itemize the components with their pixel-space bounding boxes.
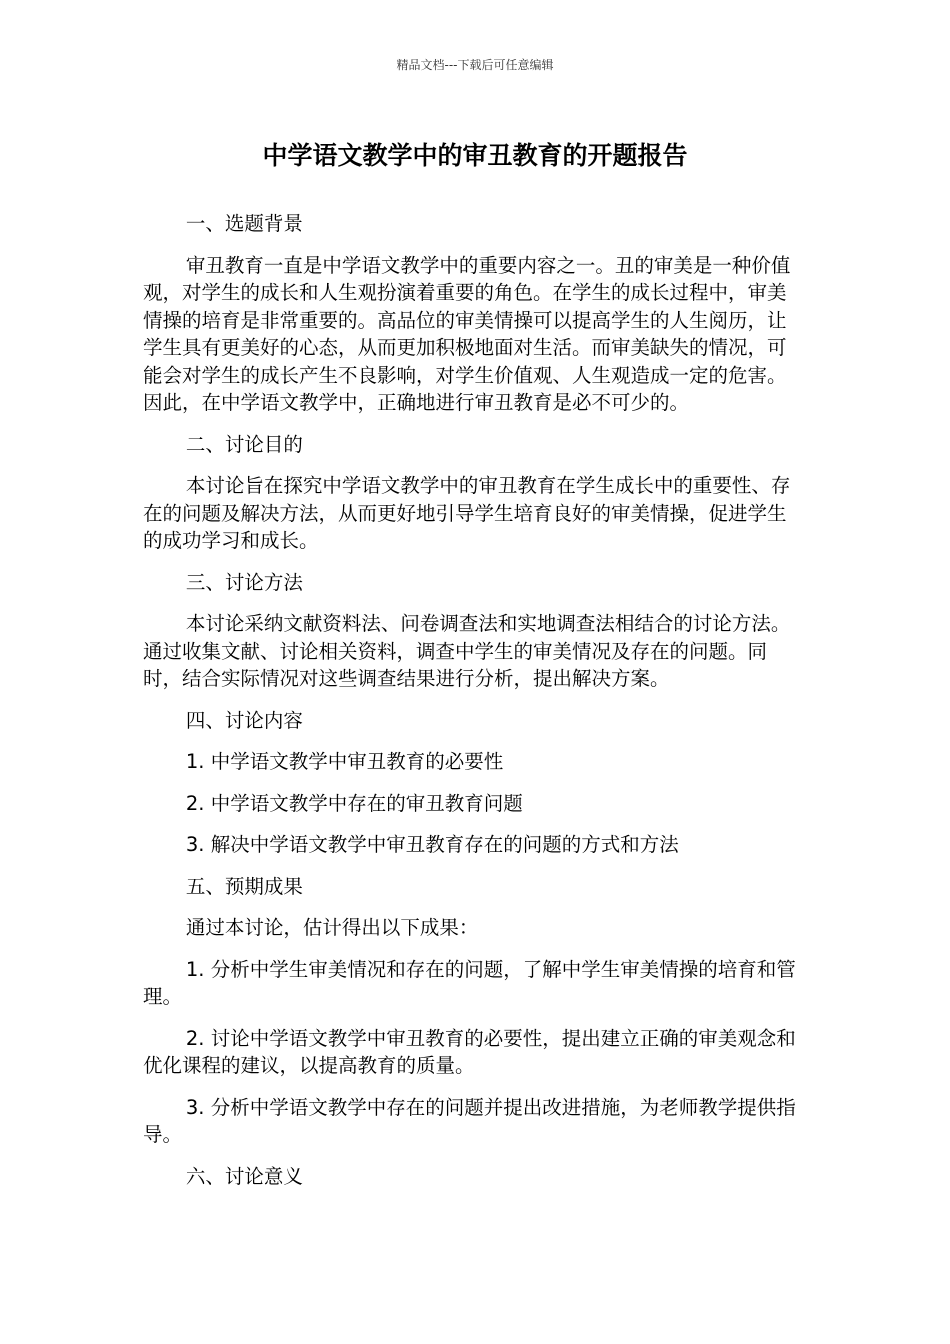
section-heading-content: 四、讨论内容 <box>185 708 303 732</box>
section-heading-purpose: 二、讨论目的 <box>185 432 303 456</box>
document-title: 中学语文教学中的审丑教育的开题报告 <box>262 141 688 170</box>
list-item-content-2: 2. 中学语文教学中存在的审丑教育问题 <box>185 791 523 815</box>
section-heading-method: 三、讨论方法 <box>185 570 303 594</box>
paragraph-purpose: 本讨论旨在探究中学语文教学中的审丑教育在学生成长中的重要性、存在的问题及解决方法，从而更好地引导学生培育良好的审美情操，促进学生的成功学习和成长。 <box>143 474 791 552</box>
list-item-content-3: 3. 解决中学语文教学中审丑教育存在的问题的方式和方法 <box>185 833 679 856</box>
section-heading-significance: 六、讨论意义 <box>185 1164 303 1188</box>
list-item-result-2: 2. 讨论中学语文教学中审丑教育的必要性，提出建立正确的审美观念和优化课程的建议，以提高教育的质量。 <box>143 1026 796 1077</box>
paragraph-results-intro: 通过本讨论，估计得出以下成果： <box>185 916 479 939</box>
section-heading-background: 一、选题背景 <box>185 212 303 235</box>
list-item-result-3: 3. 分析中学语文教学中存在的问题并提出改进措施，为老师教学提供指导。 <box>143 1095 796 1146</box>
header-note: 精品文档---下载后可任意编辑 <box>396 58 554 72</box>
paragraph-background: 审丑教育一直是中学语文教学中的重要内容之一。丑的审美是一种价值观，对学生的成长和人生观扮演着重要的角色。在学生的成长过程中，审美情操的培育是非常重要的。高品位的审美情操可以提高学生的人生阅历，让学生具有更美好的心态，从而更加积极地面对生活。而审美缺失的情况，可能会对学生的成长产生不良影响，对学生价值观、人生观造成一定的危害。因此，在中学语文教学中，正确地进行审丑教育是必不可少的。 <box>143 253 791 414</box>
document-body <box>143 210 803 1204</box>
list-item-result-1: 1. 分析中学生审美情况和存在的问题，了解中学生审美情操的培育和管理。 <box>143 957 796 1008</box>
section-heading-results: 五、预期成果 <box>185 874 303 898</box>
paragraph-method: 本讨论采纳文献资料法、问卷调查法和实地调查法相结合的讨论方法。通过收集文献、讨论相关资料，调查中学生的审美情况及存在的问题。同时，结合实际情况对这些调查结果进行分析，提出解决方案。 <box>143 612 791 690</box>
list-item-content-1: 1. 中学语文教学中审丑教育的必要性 <box>185 750 504 773</box>
